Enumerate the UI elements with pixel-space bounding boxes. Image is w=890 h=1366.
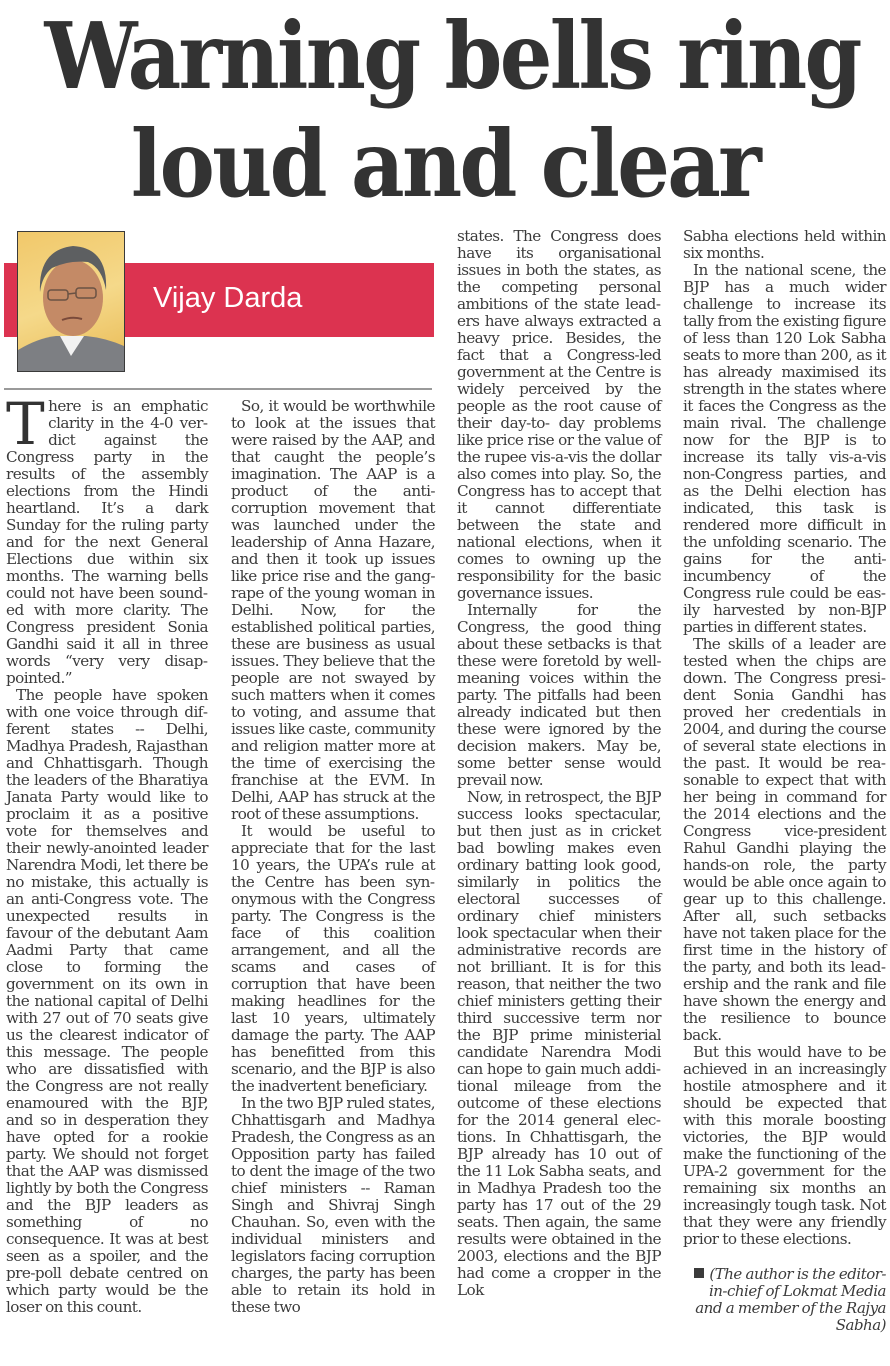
square-bullet-icon bbox=[694, 1268, 704, 1278]
paragraph: In the two BJP ruled states, Chhattisgarh and Madhya Pradesh, the Congress as an Opposition party has failed to dent the image of the two chief ministers -- Raman Singh and Shivraj Singh Chauhan. So, even with the individual ministers and legislators facing corruption charges, the party has been able to retain its hold in these two bbox=[231, 1094, 435, 1316]
paragraph: Sabha elections held within six months. bbox=[683, 227, 886, 262]
author-name: Vijay Darda bbox=[153, 282, 303, 314]
paragraph: The skills of a leader are tested when the chips are down. The Congress president Sonia Gandhi has proved her credentials in 2004, and during the course of several state elections in the past. It would be reasonable to expect that with her being in command for the 2014 elections and the Congress vice-president Rahul Gandhi playing the hands-on role, the party would be able once again to gear up to this challenge. After all, such setbacks have not taken place for the first time in the history of the party, and both its leadership and the rank and file have shown the energy and the resilience to bounce back. bbox=[683, 635, 886, 1044]
paragraph: states. The Congress does have its organisational issues in both the states, as the competing personal ambitions of the state leaders have always extracted a heavy price. Besides, the fact that a Congress-led government at the Centre is widely perceived by the people as the root cause of their day-to- day problems like price rise or the value of the rupee vis-a-vis the dollar also comes into play. So, the Congress has to accept that it cannot differentiate between the state and national elections, when it comes to owning up the responsibility for the basic governance issues. bbox=[457, 227, 661, 602]
paragraph: In the national scene, the BJP has a much wider challenge to increase its tally from the existing figure of less than 120 Lok Sabha seats to more than 200, as it has already maximised its strength in the states where it faces the Congress as the main rival. The challenge now for the BJP is to increase its tally vis-a-vis non-Congress parties, and as the Delhi election has indicated, this task is rendered more difficult in the unfolding scenario. The gains for the anti-incumbency of the Congress rule could be easily harvested by non-BJP parties in different states. bbox=[683, 261, 886, 636]
paragraph: But this would have to be achieved in an increasingly hostile atmosphere and it should be expected that with this morale boosting victories, the BJP would make the functioning of the UPA-2 government for the remaining six months an increasingly tough task. Not that they were any friendly prior to these elections. bbox=[683, 1043, 886, 1248]
divider bbox=[4, 388, 432, 390]
paragraph: It would be useful to appreciate that for the last 10 years, the UPA’s rule at the Centre has been synonymous with the Congress party. The Congress is the face of this coalition arrangement, and all the scams and cases of corruption that have been making headlines for the last 10 years, ultimately damage the party. The AAP has benefitted from this scenario, and the BJP is also the inadvertent beneficiary. bbox=[231, 822, 435, 1095]
paragraph bbox=[6, 390, 208, 687]
headline-line-2: loud and clear bbox=[130, 110, 760, 218]
article-column-4 bbox=[683, 228, 886, 1334]
author-portrait-icon bbox=[18, 232, 124, 371]
paragraph: Internally for the Congress, the good thing about these setbacks is that these were foretold by well-meaning voices within the party. The pitfalls had been already indicated but then these were ignored by the decision makers. May be, some better sense would prevail now. bbox=[457, 601, 661, 789]
author-note-text: (The author is the editor-in-chief of Lokmat Media and a member of the Rajya Sabha) bbox=[695, 1265, 886, 1334]
headline-line-1: Warning bells ring bbox=[44, 2, 860, 110]
article-column-2 bbox=[231, 398, 435, 1316]
article-column-3 bbox=[457, 228, 661, 1299]
paragraph-text: here is an emphatic clarity in the 4-0 verdict against the Congress party in the results of the assembly elections from the Hindi heartland. It’s a dark Sunday for the ruling party and for the next General Elections due within six months. The warning bells could not have been sounded with more clarity. The Congress president Sonia Gandhi said it all in three words “very very disappointed.” bbox=[6, 397, 208, 687]
author-note bbox=[691, 1266, 886, 1334]
paragraph: The people have spoken with one voice through different states -- Delhi, Madhya Pradesh, Rajasthan and Chhattisgarh. Though the leaders of the Bharatiya Janata Party would like to proclaim it as a positive vote for themselves and their newly-anointed leader Narendra Modi, let there be no mistake, this actually is an anti-Congress vote. The unexpected results in favour of the debutant Aam Aadmi Party that came close to forming the government on its own in the national capital of Delhi with 27 out of 70 seats give us the clearest indicator of this message. The people who are dissatisfied with the Congress are not really enamoured with the BJP, and so in desperation they have opted for a rookie party. We should not forget that the AAP was dismissed lightly by both the Congress and the BJP leaders as something of no consequence. It was at best seen as a spoiler, and the pre-poll debate centred on which party would be the loser on this count. bbox=[6, 686, 208, 1316]
headline bbox=[0, 0, 890, 222]
drop-cap: T bbox=[6, 390, 45, 458]
paragraph: So, it would be worthwhile to look at the issues that were raised by the AAP, and that caught the people’s imagination. The AAP is a product of the anti-corruption movement that was launched under the leadership of Anna Hazare, and then it took up issues like price rise and the gang-rape of the young woman in Delhi. Now, for the established political parties, these are business as usual issues. They believe that the people are not swayed by such matters when it comes to voting, and assume that issues like caste, community and religion matter more at the time of exercising the franchise at the EVM. In Delhi, AAP has struck at the root of these assumptions. bbox=[231, 397, 435, 823]
article-column-1 bbox=[6, 390, 208, 1316]
paragraph: Now, in retrospect, the BJP success looks spectacular, but then just as in cricket bad bowling makes even ordinary batting look good, similarly in politics the electoral successes of ordinary chief ministers look spectacular when their administrative records are not brilliant. It is for this reason, that neither the two chief ministers getting their third successive term nor the BJP prime ministerial candidate Narendra Modi can hope to gain much additional mileage from the outcome of these elections for the 2014 general elections. In Chhattisgarh, the BJP already has 10 out of the 11 Lok Sabha seats, and in Madhya Pradesh too the party has 17 out of the 29 seats. Then again, the same results were obtained in the 2003, elections and the BJP had come a cropper in the Lok bbox=[457, 788, 661, 1299]
author-photo bbox=[17, 231, 125, 372]
